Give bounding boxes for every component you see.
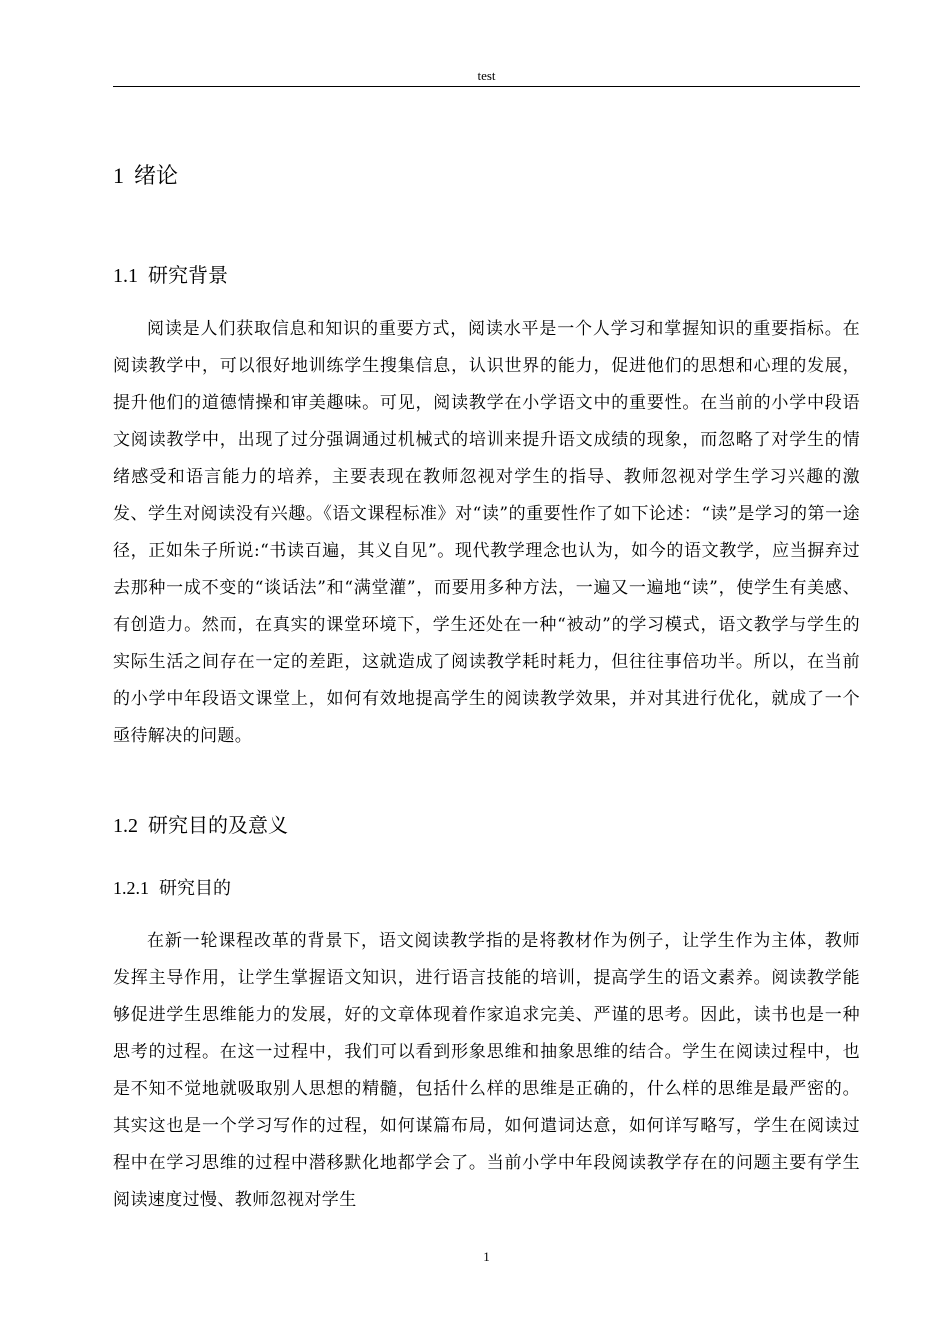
chapter-heading (113, 162, 178, 191)
paragraph-research-background: 阅读是人们获取信息和知识的重要方式，阅读水平是一个人学习和掌握知识的重要指标。在阅读教学中，可以很好地训练学生搜集信息，认识世界的能力，促进他们的思想和心理的发展，提升他们的道德情操和审美趣味。可见，阅读教学在小学语文中的重要性。在当前的小学中段语文阅读教学中，出现了过分强调通过机械式的培训来提升语文成绩的现象，而忽略了对学生的情绪感受和语言能力的培养，主要表现在教师忽视对学生的指导、教师忽视对学生学习兴趣的激发、学生对阅读没有兴趣。《语文课程标准》对“读”的重要性作了如下论述：“读”是学习的第一途径，正如朱子所说:“书读百遍，其义自见”。现代教学理念也认为，如今的语文教学，应当摒弃过去那种一成不变的“谈话法”和“满堂灌”，而要用多种方法，一遍又一遍地“读”，使学生有美感、有创造力。然而，在真实的课堂环境下，学生还处在一种“被动”的学习模式，语文教学与学生的实际生活之间存在一定的差距，这就造成了阅读教学耗时耗力，但往往事倍功半。所以，在当前的小学中年段语文课堂上，如何有效地提高学生的阅读教学效果，并对其进行优化，就成了一个亟待解决的问题。 (113, 319, 860, 746)
section-heading-1-2 (113, 812, 288, 839)
paragraph-research-purpose: 在新一轮课程改革的背景下，语文阅读教学指的是将教材作为例子，让学生作为主体，教师发挥主导作用，让学生掌握语文知识，进行语言技能的培训，提高学生的语文素养。阅读教学能够促进学生思维能力的发展，好的文章体现着作家追求完美、严谨的思考。因此，读书也是一种思考的过程。在这一过程中，我们可以看到形象思维和抽象思维的结合。学生在阅读过程中，也是不知不觉地就吸取别人思想的精髓，包括什么样的思维是正确的，什么样的思维是最严密的。其实这也是一个学习写作的过程，如何谋篇布局，如何遣词达意，如何详写略写，学生在阅读过程中在学习思维的过程中潜移默化地都学会了。当前小学中年段阅读教学存在的问题主要有学生阅读速度过慢、教师忽视对学生 (113, 931, 860, 1210)
section-number: 1.2 (113, 815, 138, 837)
chapter-title: 绪论 (134, 164, 179, 189)
section-title: 研究背景 (148, 263, 228, 287)
section-heading-1-1 (113, 262, 228, 289)
section-number: 1.1 (113, 265, 138, 287)
page-header: test (477, 68, 496, 83)
page-number: 1 (483, 1249, 490, 1264)
section-title: 研究目的及意义 (148, 813, 288, 837)
subsection-heading-1-2-1 (113, 876, 231, 901)
subsection-title: 研究目的 (159, 878, 231, 899)
chapter-number: 1 (113, 163, 124, 188)
subsection-number: 1.2.1 (113, 878, 149, 898)
header-divider (113, 86, 860, 87)
